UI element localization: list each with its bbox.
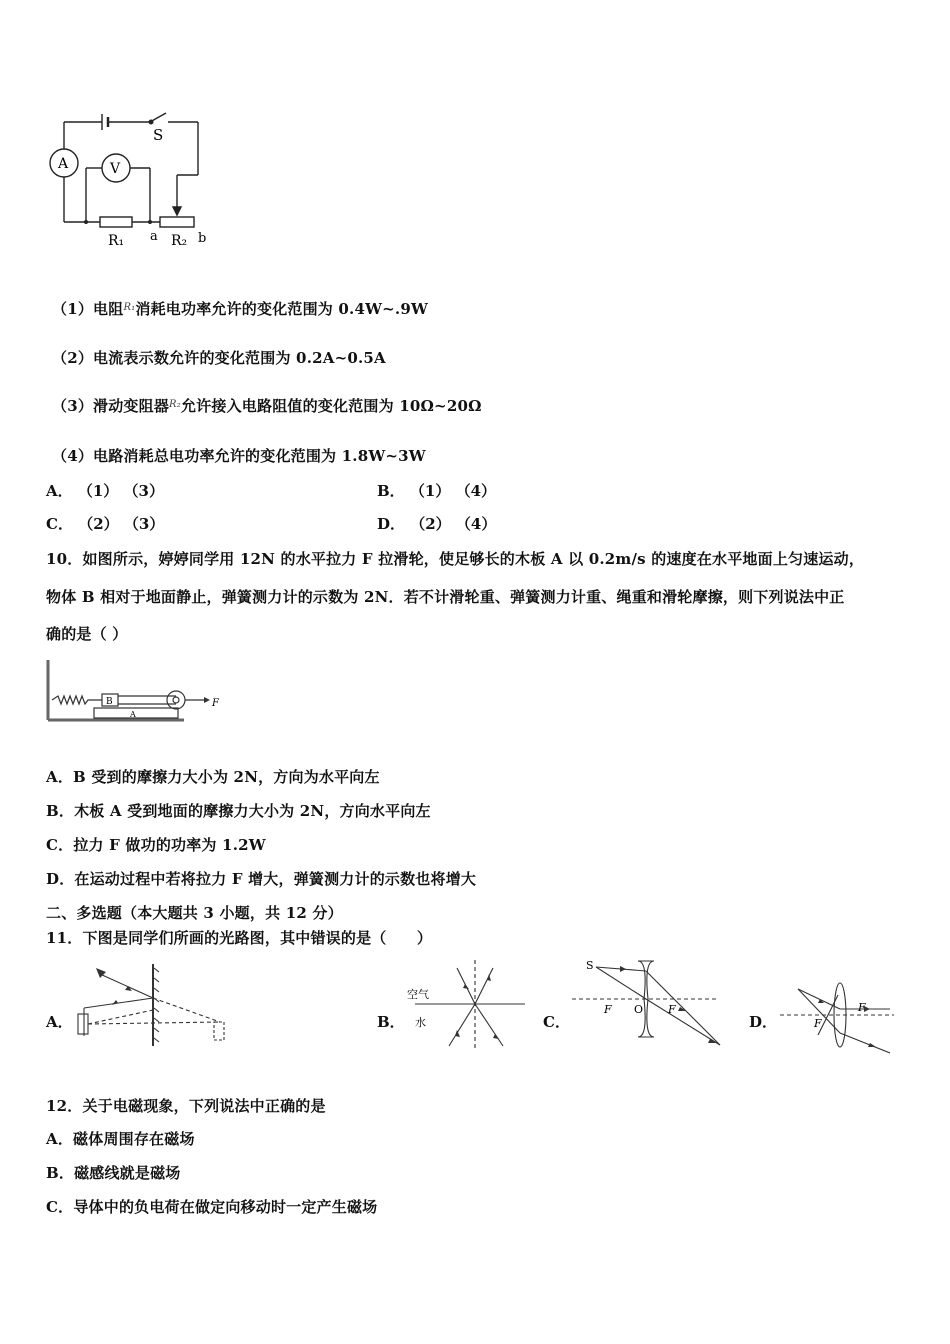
board-a [94,708,178,718]
q10-stem-line-1: 10．如图所示，婷婷同学用 12N 的水平拉力 F 拉滑轮，使足够长的木板 A 以 0.2m/s 的速度在水平地面上匀速运动， [46,550,865,568]
q12-option-b: B．磁感线就是磁场 [46,1164,181,1182]
svg-text:F: F [604,1003,612,1016]
r1-resistor [100,217,132,227]
q11-figure-a-mirror [70,960,235,1050]
svg-text:B: B [106,697,113,707]
q11-option-c-label: C． [543,1013,570,1031]
q9-option-d: D． （2） （4） [377,515,497,533]
r2-rheostat [160,217,194,227]
svg-text:A: A [130,710,136,719]
svg-text:S: S [586,959,594,972]
q11-figure-c-concave-lens [570,957,730,1052]
section-heading: 二、多选题（本大题共 3 小题，共 12 分） [46,904,343,922]
q9-statement-3: （3）滑动变阻器$^{R_2}$允许接入电路阻值的变化范围为 10Ω~20Ω [52,397,482,415]
q11-figure-b-refraction [405,958,530,1053]
r2-symbol: R₂ [169,399,181,410]
q9-statement-2: （2）电流表示数允许的变化范围为 0.2A~0.5A [52,349,386,367]
q10-option-c: C．拉力 F 做功的功率为 1.2W [46,836,266,854]
svg-text:b: b [198,231,207,246]
svg-text:O: O [634,1003,644,1016]
svg-text:水: 水 [415,1016,426,1029]
q9-statement-4: （4）电路消耗总电功率允许的变化范围为 1.8W~3W [52,447,426,465]
svg-text:F: F [668,1003,676,1016]
q9-option-a: A． （1） （3） [46,482,164,500]
q10-stem-line-3: 确的是（ ） [46,625,128,643]
q9-option-b: B． （1） （4） [377,482,497,500]
q9-option-c: C． （2） （3） [46,515,165,533]
svg-text:R₂: R₂ [171,233,188,249]
q10-option-b: B．木板 A 受到地面的摩擦力大小为 2N，方向水平向左 [46,802,431,820]
r1-symbol: R₁ [123,302,136,313]
svg-text:F: F [814,1017,822,1030]
q10-stem-line-2: 物体 B 相对于地面静止，弹簧测力计的示数为 2N．若不计滑轮重、弹簧测力计重、绳重和滑轮摩擦，则下列说法中正 [46,588,845,606]
q10-option-d: D．在运动过程中若将拉力 F 增大，弹簧测力计的示数也将增大 [46,870,477,888]
q9-statement-1: （1）电阻$^{R_1}$消耗电功率允许的变化范围为 0.4W~.9W [52,300,429,318]
pulley [167,691,185,709]
svg-text:空气: 空气 [407,988,429,1001]
q11-stem: 11．下图是同学们所画的光路图，其中错误的是（ ） [46,929,433,947]
pulley-board-figure [44,656,224,726]
svg-text:a: a [150,229,158,244]
svg-text:S: S [153,126,164,144]
q11-option-d-label: D． [749,1013,778,1031]
q11-figure-d-convex-lens [778,975,898,1055]
q11-option-a-label: A． [46,1013,73,1031]
q12-stem: 12．关于电磁现象，下列说法中正确的是 [46,1097,326,1115]
svg-text:A: A [58,156,69,172]
svg-text:F: F [212,698,219,709]
svg-text:R₁: R₁ [108,233,125,249]
q11-option-b-label: B． [377,1013,405,1031]
svg-text:F: F [858,1001,866,1014]
q10-option-a: A．B 受到的摩擦力大小为 2N，方向为水平向左 [46,768,380,786]
svg-text:V: V [110,161,121,177]
q12-option-a: A．磁体周围存在磁场 [46,1130,195,1148]
circuit-diagram [40,105,230,255]
q12-option-c: C．导体中的负电荷在做定向移动时一定产生磁场 [46,1198,378,1216]
